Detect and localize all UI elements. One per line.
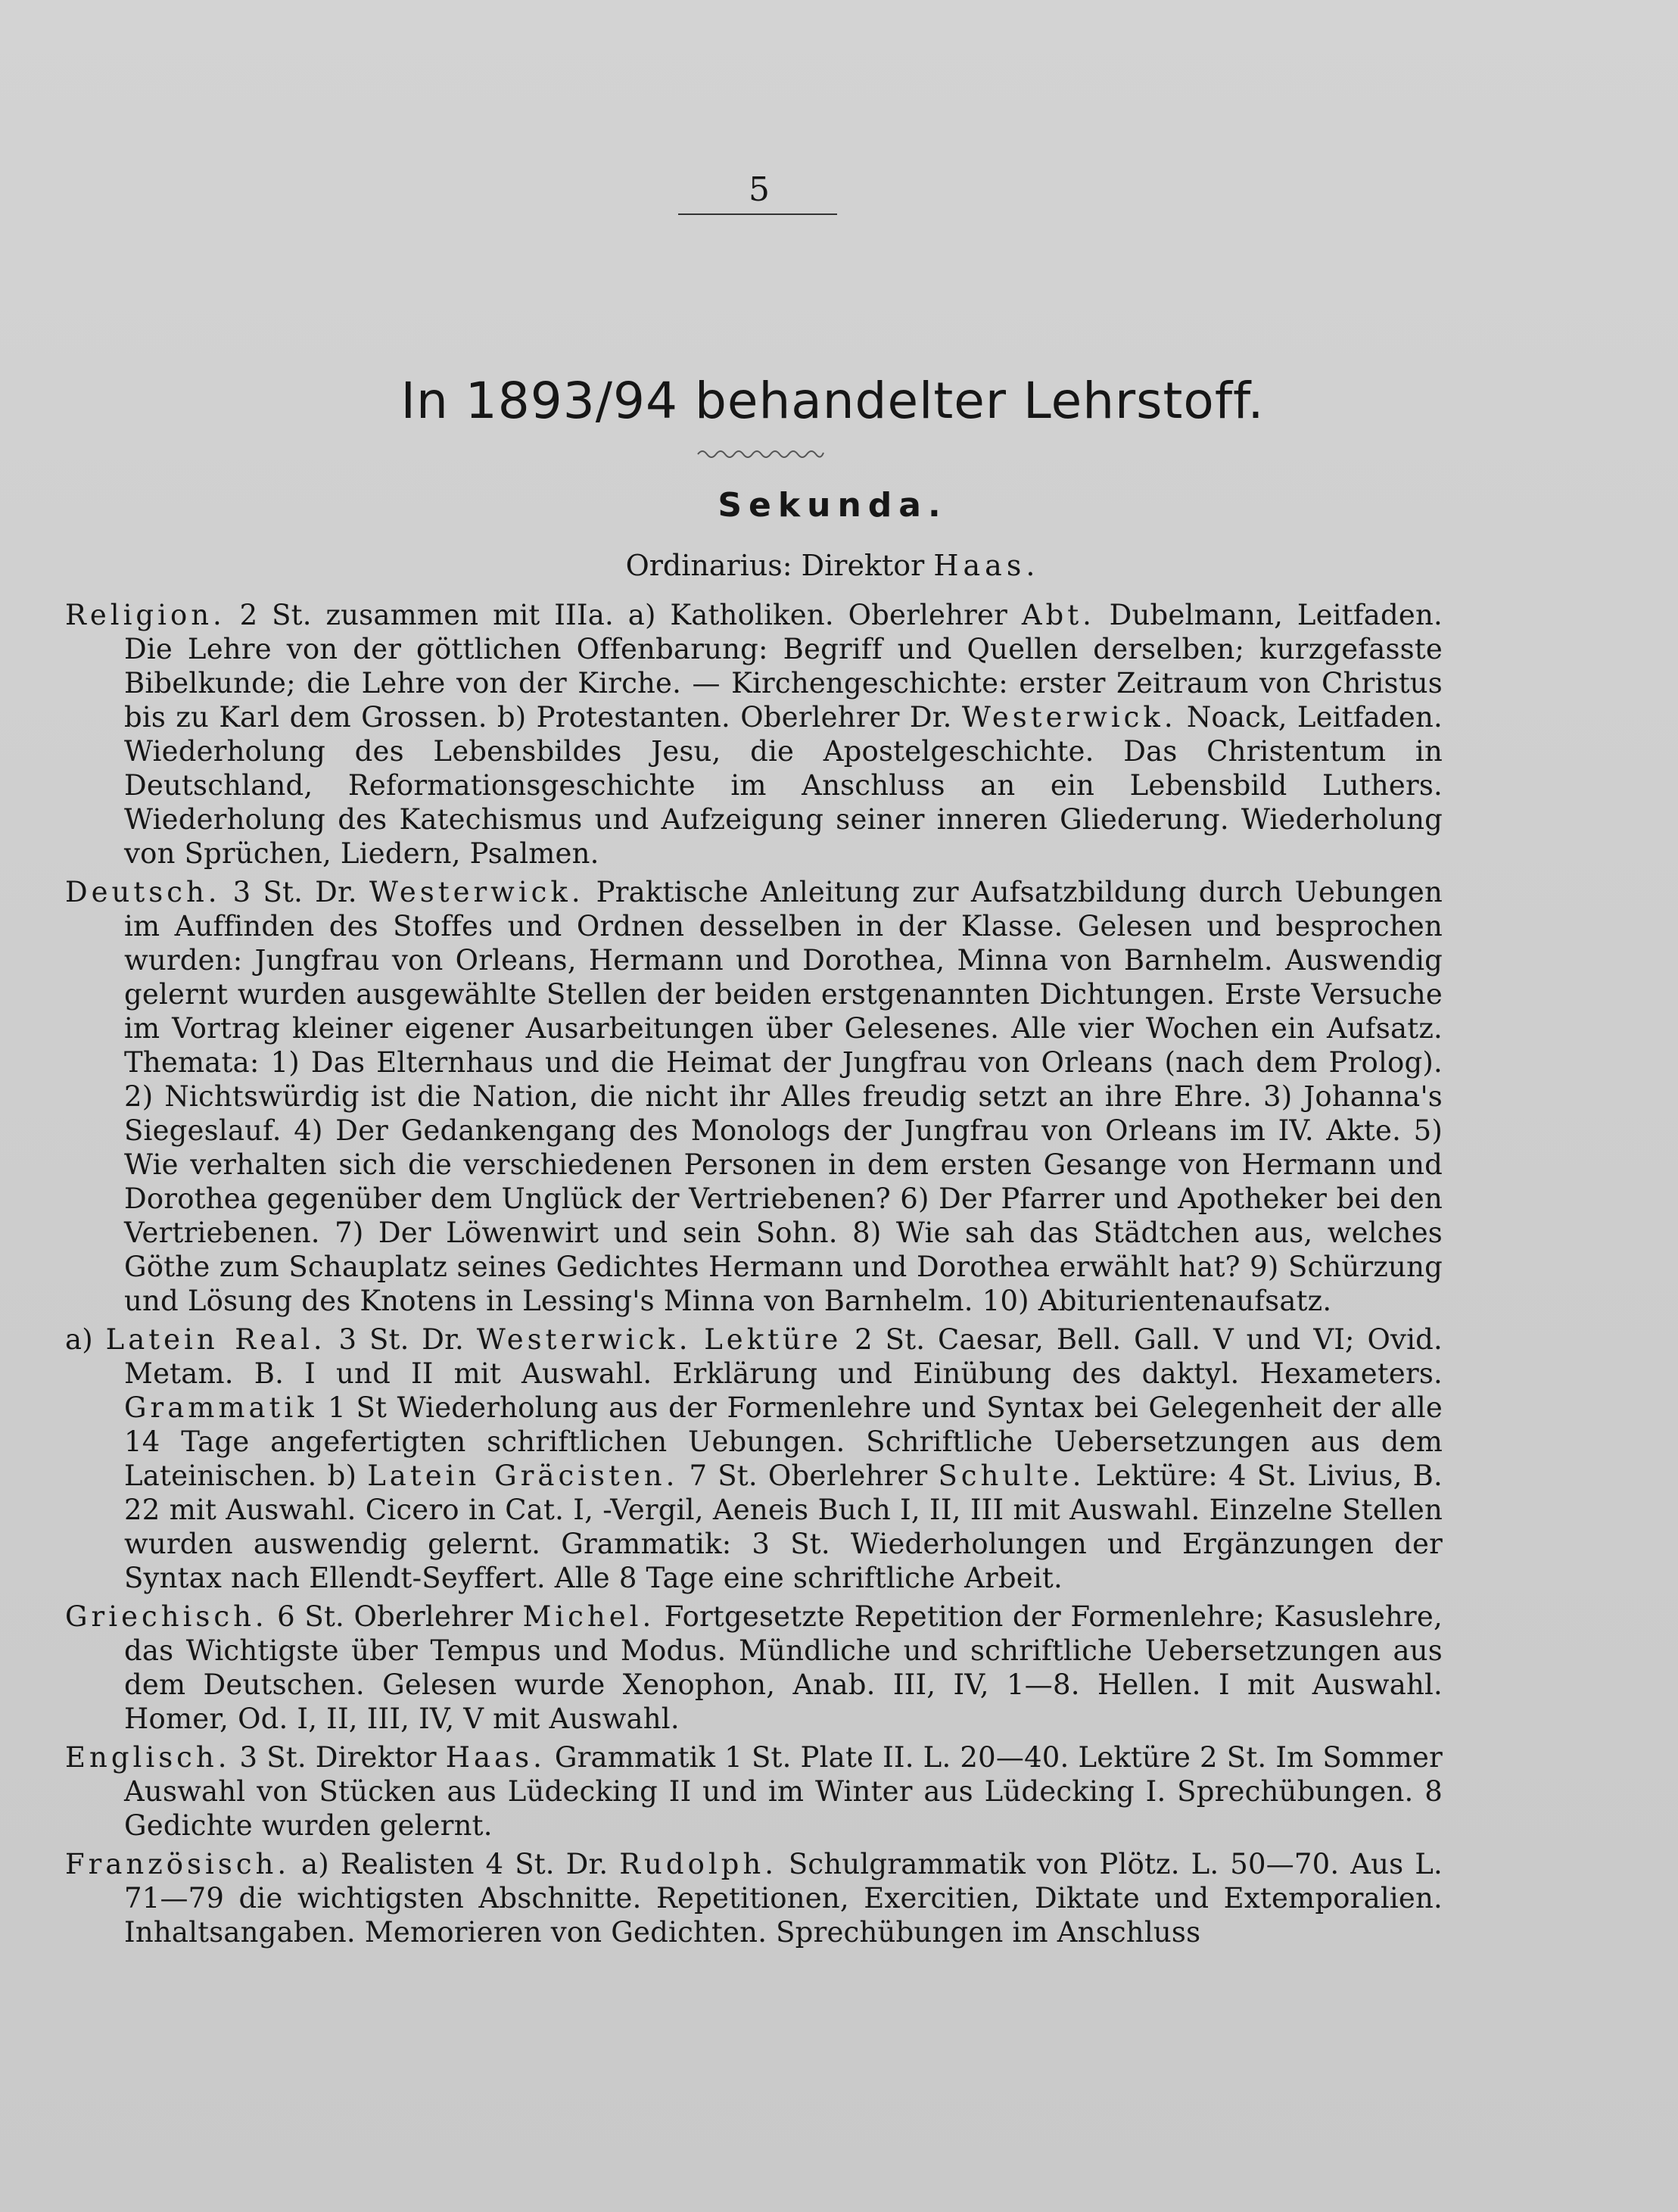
subject-latein: a) Latein Real. 3 St. Dr. Westerwick. Lektüre 2 St. Caesar, Bell. Gall. V und VI; Ovid. Metam. B. I und II mit Auswahl. Erklärung und Einübung des daktyl. Hexameters. Grammatik 1 St Wiederholung aus der Formenlehre und Syntax bei Gelegenheit der alle 14 Tage angefertigten schriftlichen Uebungen. Schriftliche Uebersetzungen aus dem Lateinischen. b) Latein Gräcisten. 7 St. Oberlehrer Schulte. Lektüre: 4 St. Livius, B. 22 mit Auswahl. Cicero in Cat. I, -Vergil, Aeneis Buch I, II, III mit Auswahl. Einzelne Stellen wurden auswendig gelernt. Grammatik: 3 St. Wiederholungen und Ergänzungen der Syntax nach Ellendt-Seyffert. Alle 8 Tage eine schriftliche Arbeit.: [65, 1323, 1443, 1594]
lehrstoff-body: [65, 598, 1443, 1954]
page-number: 5: [749, 170, 770, 209]
ordinarius-label: Ordinarius: Direktor: [625, 549, 925, 582]
teacher-name: Haas.: [445, 1741, 546, 1774]
subject-griechisch: Griechisch. 6 St. Oberlehrer Michel. Fortgesetzte Repetition der Formenlehre; Kasuslehre, das Wichtigste über Tempus und Modus. Mündliche und schriftliche Uebersetzungen aus dem Deutschen. Gelesen wurde Xenophon, Anab. III, IV, 1—8. Hellen. I mit Auswahl. Homer, Od. I, II, III, IV, V mit Auswahl.: [65, 1600, 1443, 1735]
subject-name: Religion.: [65, 599, 226, 631]
ornament-flourish: [696, 445, 825, 460]
teacher-name: Abt.: [1021, 599, 1095, 631]
subject-name: Englisch.: [65, 1741, 231, 1774]
lektuere-label: Lektüre: [704, 1323, 842, 1356]
subject-name: Griechisch.: [65, 1600, 268, 1633]
teacher-name: Rudolph.: [619, 1848, 777, 1880]
teacher-name: Schulte.: [938, 1460, 1085, 1492]
section-title: Sekunda.: [718, 486, 948, 525]
teacher-name: Michel.: [522, 1600, 655, 1633]
page-number-rule: [678, 213, 837, 215]
subject-religion: Religion. 2 St. zusammen mit IIIa. a) Katholiken. Oberlehrer Abt. Dubelmann, Leitfaden. Die Lehre von der göttlichen Offenbarung: Begriff und Quellen derselben; kurzgefasste Bibelkunde; die Lehre von der Kirche. — Kirchengeschichte: erster Zeitraum von Christus bis zu Karl dem Grossen. b) Protestanten. Oberlehrer Dr. Westerwick. Noack, Leitfaden. Wiederholung des Lebensbildes Jesu, die Apostelgeschichte. Das Christentum in Deutschland, Reformationsgeschichte im Anschluss an ein Lebensbild Luthers. Wiederholung des Katechismus und Aufzeigung seiner inneren Gliederung. Wiederholung von Sprüchen, Liedern, Psalmen.: [65, 599, 1443, 870]
subject-name: Französisch.: [65, 1848, 291, 1880]
ordinarius-line: [303, 547, 1362, 584]
subject-name: Latein Gräcisten.: [367, 1460, 679, 1492]
main-title: In 1893/94 behandelter Lehrstoff.: [400, 372, 1265, 430]
teacher-name: Westerwick.: [476, 1323, 692, 1356]
subject-deutsch: Deutsch. 3 St. Dr. Westerwick. Praktische Anleitung zur Aufsatzbildung durch Uebungen im Auffinden des Stoffes und Ordnen desselben in der Klasse. Gelesen und besprochen wurden: Jungfrau von Orleans, Hermann und Dorothea, Minna von Barnhelm. Auswendig gelernt wurden ausgewählte Stellen der beiden erstgenannten Dichtungen. Erste Versuche im Vortrag kleiner eigener Ausarbeitungen über Gelesenes. Alle vier Wochen ein Aufsatz. Themata: 1) Das Elternhaus und die Heimat der Jungfrau von Orleans (nach dem Prolog). 2) Nichtswürdig ist die Nation, die nicht ihr Alles freudig setzt an ihre Ehre. 3) Johanna's Siegeslauf. 4) Der Gedankengang des Monologs der Jungfrau von Orleans im IV. Akte. 5) Wie verhalten sich die verschiedenen Personen in dem ersten Gesange von Hermann und Dorothea gegenüber dem Unglück der Vertriebenen? 6) Der Pfarrer und Apotheker bei den Vertriebenen. 7) Der Löwenwirt und sein Sohn. 8) Wie sah das Städtchen aus, welches Göthe zum Schauplatz seines Gedichtes Hermann und Dorothea erwählt hat? 9) Schürzung und Lösung des Knotens in Lessing's Minna von Barnhelm. 10) Abiturientenaufsatz.: [65, 876, 1443, 1317]
subject-name: Deutsch.: [65, 876, 221, 908]
teacher-name: Westerwick.: [961, 701, 1177, 734]
subject-franzoesisch: Französisch. a) Realisten 4 St. Dr. Rudolph. Schulgrammatik von Plötz. L. 50—70. Aus L. 71—79 die wichtigsten Abschnitte. Repetitionen, Exercitien, Diktate und Extemporalien. Inhaltsangaben. Memorieren von Gedichten. Sprechübungen im Anschluss: [65, 1848, 1443, 1949]
ordinarius-name: Haas.: [933, 549, 1040, 582]
subject-englisch: Englisch. 3 St. Direktor Haas. Grammatik 1 St. Plate II. L. 20—40. Lektüre 2 St. Im Sommer Auswahl von Stücken aus Lüdecking II und im Winter aus Lüdecking I. Sprechübungen. 8 Gedichte wurden gelernt.: [65, 1741, 1443, 1842]
grammatik-label: Grammatik: [124, 1391, 318, 1424]
teacher-name: Westerwick.: [369, 876, 584, 908]
subject-name: Latein Real.: [105, 1323, 326, 1356]
